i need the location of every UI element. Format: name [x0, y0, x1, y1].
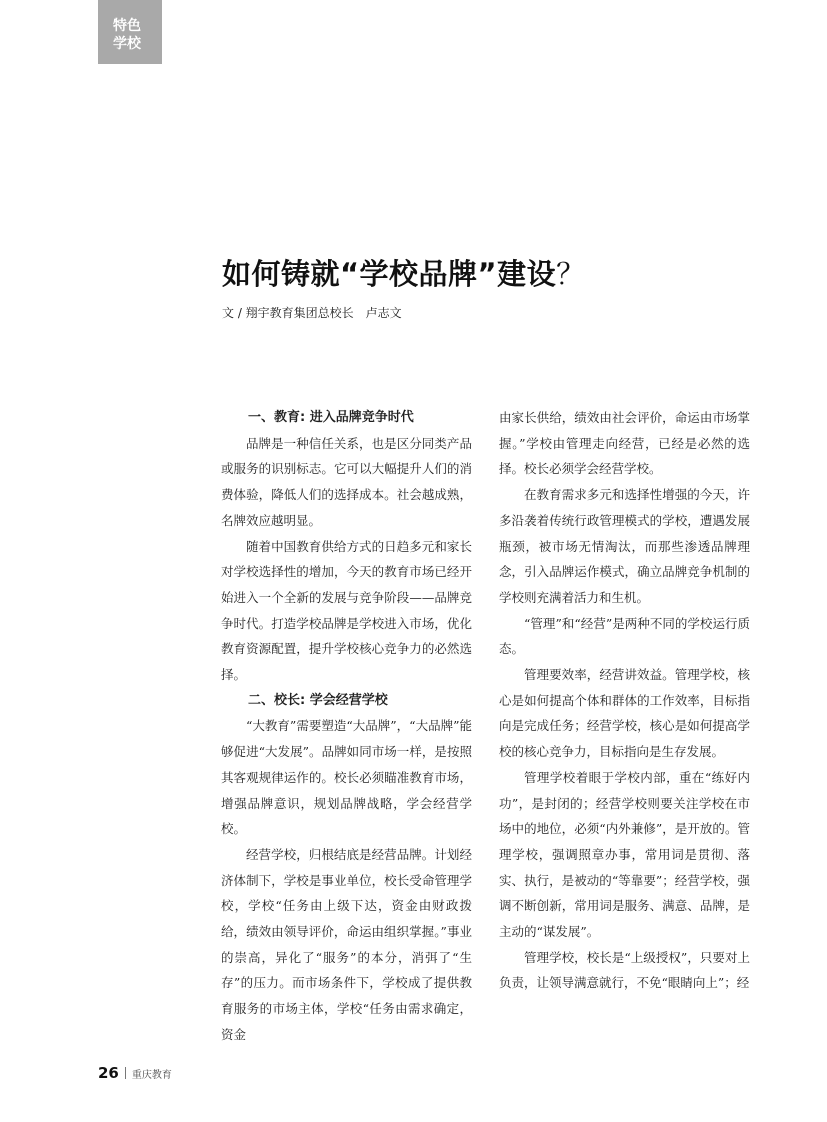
section-tag-line2: 学校 — [113, 36, 141, 52]
article-title-question-mark: ？ — [556, 257, 586, 291]
paragraph: 管理学校着眼于学校内部，重在“练好内功”，是封闭的；经营学校则要关注学校在市场中的地位，必须“内外兼修”，是开放的。管理学校，强调照章办事，常用词是贯彻、落实、执行，是被动的“等靠要”；经营学校，强调不断创新，常用词是服务、满意、品牌，是主动的“谋发展”。 — [499, 769, 750, 940]
footer-divider — [125, 1067, 126, 1079]
page-footer — [98, 1064, 172, 1082]
section-heading-2: 二、校长: 学会经营学校 — [248, 692, 388, 708]
paragraph: “大教育”需要塑造“大品牌”，“大品牌”能够促进“大发展”。品牌如同市场一样，是按照其客观规律运作的。校长必须瞄准教育市场，增强品牌意识，规划品牌战略，学会经营学校。 — [221, 718, 472, 837]
left-column — [221, 405, 472, 1048]
paragraph: 由家长供给，绩效由社会评价，命运由市场掌握。”学校由管理走向经营，已经是必然的选择。校长必须学会经营学校。 — [499, 410, 750, 477]
page-number: 26 — [98, 1064, 119, 1082]
paragraph: 品牌是一种信任关系，也是区分同类产品或服务的识别标志。它可以大幅提升人们的消费体验，降低人们的选择成本。社会越成熟，名牌效应越明显。 — [221, 435, 472, 528]
section-tag-line1: 特色 — [113, 18, 141, 34]
paragraph: 管理学校，校长是“上级授权”，只要对上负责，让领导满意就行，不免“眼睛向上”；经 — [499, 949, 750, 991]
paragraph: 随着中国教育供给方式的日趋多元和家长对学校选择性的增加，今天的教育市场已经开始进入一个全新的发展与竞争阶段——品牌竞争时代。打造学校品牌是学校进入市场，优化教育资源配置，提升学校核心竞争力的必然选择。 — [221, 538, 472, 683]
paragraph: 在教育需求多元和选择性增强的今天，许多沿袭着传统行政管理模式的学校，遭遇发展瓶颈，被市场无情淘汰，而那些渗透品牌理念，引入品牌运作模式，确立品牌竞争机制的学校则充满着活力和生机。 — [499, 487, 750, 605]
article-title — [222, 252, 586, 293]
paragraph: 管理要效率，经营讲效益。管理学校，核心是如何提高个体和群体的工作效率，目标指向是完成任务；经营学校，核心是如何提高学校的核心竞争力，目标指向是生存发展。 — [499, 667, 750, 760]
right-column — [499, 405, 750, 996]
byline: 文 / 翔宇教育集团总校长 卢志文 — [222, 306, 402, 320]
section-tag — [98, 0, 162, 64]
paragraph: 经营学校，归根结底是经营品牌。计划经济体制下，学校是事业单位，校长受命管理学校，学校“任务由上级下达，资金由财政拨给，绩效由领导评价，命运由组织掌握。”事业的崇高，异化了“服务”的本分，消弭了“生存”的压力。而市场条件下，学校成了提供教育服务的市场主体，学校“任务由需求确定，资金 — [221, 846, 472, 1042]
section-heading-1: 一、教育: 进入品牌竞争时代 — [248, 410, 414, 425]
magazine-name: 重庆教育 — [131, 1069, 172, 1081]
paragraph: “管理”和“经营”是两种不同的学校运行质态。 — [499, 615, 750, 657]
article-title-main: 如何铸就“学校品牌”建设 — [222, 257, 557, 291]
